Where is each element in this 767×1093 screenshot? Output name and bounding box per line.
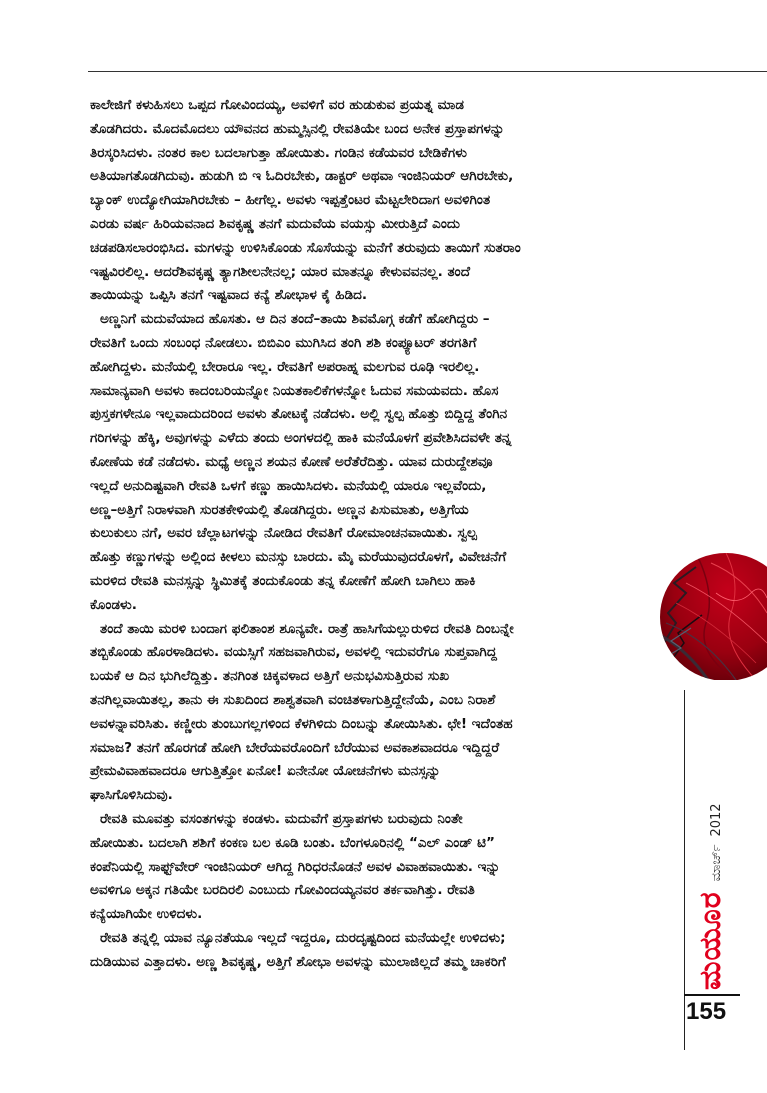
article-line: ಎರಡು ವರ್ಷ ಹಿರಿಯವನಾದ ಶಿವಕೃಷ್ಣ ತನಗೆ ಮದುವೆಯ ವಯಸ್ಸು ಮೀರುತ್ತಿದೆ ಎಂದು [90, 216, 460, 232]
article-line: ತೊಡಗಿದರು. ಮೊದಮೊದಲು ಯೌವನದ ಹುಮ್ಮಸ್ಸಿನಲ್ಲಿ ರೇವತಿಯೇ ಬಂದ ಅನೇಕ ಪ್ರಸ್ತಾಪಗಳನ್ನು [90, 120, 505, 137]
issue-month: ಮಾರ್ಚ್ [709, 844, 724, 882]
article-line: ತನಗಿಲ್ಲವಾಯಿತಲ್ಲ, ತಾನು ಈ ಸುಖದಿಂದ ಶಾಶ್ವತವಾಗಿ ವಂಚಿತಳಾಗುತ್ತಿದ್ದೇನೆಯೆ, ಎಂಬ ನಿರಾಶೆ [90, 692, 496, 708]
article-line: ರೇವತಿ ತನ್ನಲ್ಲಿ ಯಾವ ನ್ಯೂನತೆಯೂ ಇಲ್ಲದೆ ಇದ್ದರೂ, ದುರದೃಷ್ಟದಿಂದ ಮನೆಯಲ್ಲೇ ಉಳಿದಳು; [100, 930, 506, 946]
article-line: ಅತಿಯಾಗತೊಡಗಿದುವು. ಹುಡುಗಿ ಬಿ ಇ ಓದಿರಬೇಕು, ಡಾಕ್ಟರ್ ಅಥವಾ ಇಂಜಿನಿಯರ್ ಆಗಿರಬೇಕು, [90, 168, 514, 185]
article-line: ತಾಯಿಯನ್ನು ಒಪ್ಪಿಸಿ ತನಗೆ ಇಷ್ಟವಾದ ಕನ್ಯೆ ಶೋಭಾಳ ಕೈ ಹಿಡಿದ. [90, 287, 368, 304]
article-line: ಘಾಸಿಗೊಳಿಸಿದುವು. [90, 787, 173, 804]
article-line: ತಂದೆ ತಾಯಿ ಮರಳಿ ಬಂದಾಗ ಫಲಿತಾಂಶ ಶೂನ್ಯವೇ. ರಾತ್ರೆ ಹಾಸಿಗೆಯಲ್ಲುರುಳಿದ ರೇವತಿ ದಿಂಬನ್ನೇ [100, 620, 514, 637]
article-line: ಅಣ್ಣನಿಗೆ ಮದುವೆಯಾದ ಹೊಸತು. ಆ ದಿನ ತಂದೆ–ತಾಯಿ ಶಿವಮೊಗ್ಗ ಕಡೆಗೆ ಹೋಗಿದ್ದರು – [100, 311, 490, 328]
article-line: ತಿರಸ್ಕರಿಸಿದಳು. ನಂತರ ಕಾಲ ಬದಲಾಗುತ್ತಾ ಹೋಯಿತು. ಗಂಡಿನ ಕಡೆಯವರ ಬೇಡಿಕೆಗಳು [90, 144, 467, 161]
article-line: ಕಾಲೇಜಿಗೆ ಕಳುಹಿಸಲು ಒಪ್ಪದ ಗೋವಿಂದಯ್ಯ, ಅವಳಿಗೆ ವರ ಹುಡುಕುವ ಪ್ರಯತ್ನ ಮಾಡ [90, 97, 465, 113]
article-line: ಇಷ್ಟವಿರಲಿಲ್ಲ. ಆದರೆಶಿವಕೃಷ್ಣ ತ್ಯಾಗಶೀಲನೇನಲ್ಲ; ಯಾರ ಮಾತನ್ನೂ ಕೇಳುವವನಲ್ಲ. ತಂದೆ [90, 263, 471, 280]
article-line: ಕನ್ಯೆಯಾಗಿಯೇ ಉಳಿದಳು. [90, 906, 203, 923]
article-line: ಕುಲುಕುಲು ನಗೆ, ಅವರ ಚೆಲ್ಲಾಟಗಳನ್ನು ನೋಡಿದ ರೇವತಿಗೆ ರೋಮಾಂಚನವಾಯಿತು. ಸ್ವಲ್ಪ [90, 525, 477, 542]
article-line: ಬ್ಯಾಂಕ್ ಉದ್ಯೋಗಿಯಾಗಿರಬೇಕು – ಹೀಗೆಲ್ಲ. ಅವಳು ಇಪ್ಪತ್ತೆಂಟರ ಮೆಟ್ಟಲೇರಿದಾಗ ಅವಳಿಗಿಂತ [90, 192, 491, 209]
article-line: ಅವಳನ್ನಾವರಿಸಿತು. ಕಣ್ಣೀರು ತುಂಬುಗಲ್ಲಗಳಿಂದ ಕೆಳಗಿಳಿದು ದಿಂಬನ್ನು ತೋಯಿಸಿತು. ಛೇ! ಇದೆಂತಹ [90, 715, 513, 732]
article-line: ಸಮಾಜ? ತನಗೆ ಹೊರಗಡೆ ಹೋಗಿ ಬೇರೆಯವರೊಂದಿಗೆ ಬೆರೆಯುವ ಅವಕಾಶವಾದರೂ ಇದ್ದಿದ್ದರೆ [90, 739, 500, 756]
red-abstract-figure-illustration [656, 553, 767, 680]
magazine-name: ಮಯೂರ [693, 891, 728, 990]
sidebar-rule [684, 690, 685, 1050]
article-line: ದುಡಿಯುವ ಎತ್ತಾದಳು. ಅಣ್ಣ ಶಿವಕೃಷ್ಣ, ಅತ್ತಿಗೆ ಶೋಭಾ ಅವಳನ್ನು ಮುಲಾಜಿಲ್ಲದೆ ತಮ್ಮ ಚಾಕರಿಗೆ [90, 953, 506, 970]
article-line: ಪುಸ್ತಕಗಳೇನೂ ಇಲ್ಲವಾದುದರಿಂದ ಅವಳು ತೋಟಕ್ಕೆ ನಡೆದಳು. ಅಲ್ಲಿ ಸ್ವಲ್ಪ ಹೊತ್ತು ಬಿದ್ದಿದ್ದ ತೆಂಗಿನ [90, 406, 508, 423]
article-line: ಚಡಪಡಿಸಲಾರಂಭಿಸಿದ. ಮಗಳನ್ನು ಉಳಿಸಿಕೊಂಡು ಸೊಸೆಯನ್ನು ಮನೆಗೆ ತರುವುದು ತಾಯಿಗೆ ಸುತರಾಂ [90, 239, 521, 256]
article-line: ಪ್ರೇಮವಿವಾಹವಾದರೂ ಆಗುತ್ತಿತ್ತೋ ಏನೋ! ಏನೇನೋ ಯೋಚನೆಗಳು ಮನಸ್ಸನ್ನು [90, 763, 441, 780]
article-line: ತಬ್ಬಿಕೊಂಡು ಹೊರಳಾಡಿದಳು. ವಯಸ್ಸಿಗೆ ಸಹಜವಾಗಿರುವ, ಅವಳಲ್ಲಿ ಇದುವರೆಗೂ ಸುಪ್ತವಾಗಿದ್ದ [90, 644, 497, 661]
article-line: ಕೊಂಡಳು. [90, 596, 137, 613]
article-line: ಸಾಮಾನ್ಯವಾಗಿ ಅವಳು ಕಾದಂಬರಿಯನ್ನೋ ನಿಯತಕಾಲಿಕೆಗಳನ್ನೋ ಓದುವ ಸಮಯವದು. ಹೊಸ [90, 382, 499, 399]
article-line: ಹೋಯಿತು. ಬದಲಾಗಿ ಶಶಿಗೆ ಕಂಕಣ ಬಲ ಕೂಡಿ ಬಂತು. ಬೆಂಗಳೂರಿನಲ್ಲಿ “ಎಲ್ ಎಂಡ್ ಟಿ” [90, 834, 495, 851]
article-line: ಅವಳಿಗೂ ಅಕ್ಕನ ಗತಿಯೇ ಬರದಿರಲಿ ಎಂಬುದು ಗೋವಿಂದಯ್ಯನವರ ತರ್ಕವಾಗಿತ್ತು. ರೇವತಿ [90, 882, 475, 899]
article-line: ಬಯಕೆ ಆ ದಿನ ಭುಗಿಲೆದ್ದಿತ್ತು. ತನಗಿಂತ ಚಿಕ್ಕವಳಾದ ಅತ್ತಿಗೆ ಅನುಭವಿಸುತ್ತಿರುವ ಸುಖ [90, 668, 450, 685]
article-line: ಹೋಗಿದ್ದಳು. ಮನೆಯಲ್ಲಿ ಬೇರಾರೂ ಇಲ್ಲ. ರೇವತಿಗೆ ಅಪರಾಹ್ನ ಮಲಗುವ ರೂಢಿ ಇರಲಿಲ್ಲ. [90, 358, 480, 375]
article-line: ಇಲ್ಲದೆ ಅನುದಿಷ್ಟವಾಗಿ ರೇವತಿ ಒಳಗೆ ಕಣ್ಣು ಹಾಯಿಸಿದಳು. ಮನೆಯಲ್ಲಿ ಯಾರೂ ಇಲ್ಲವೆಂದು, [90, 477, 487, 494]
article-line: ಗರಿಗಳನ್ನು ಹೆಕ್ಕಿ, ಅವುಗಳನ್ನು ಎಳೆದು ತಂದು ಅಂಗಳದಲ್ಲಿ ಹಾಕಿ ಮನೆಯೊಳಗೆ ಪ್ರವೇಶಿಸಿದವಳೇ ತನ್ನ [90, 430, 512, 447]
article-line: ಕೋಣೆಯ ಕಡೆ ನಡೆದಳು. ಮಧ್ಯೆ ಅಣ್ಣನ ಶಯನ ಕೋಣೆ ಅರೆತೆರೆದಿತ್ತು. ಯಾವ ದುರುದ್ದೇಶವೂ [90, 454, 493, 470]
article-line: ಅಣ್ಣ–ಅತ್ತಿಗೆ ನಿರಾಳವಾಗಿ ಸುರತಕೇಳಿಯಲ್ಲಿ ತೊಡಗಿದ್ದರು. ಅಣ್ಣನ ಪಿಸುಮಾತು, ಅತ್ತಿಗೆಯ [90, 501, 469, 518]
page-number-rule [684, 994, 740, 996]
article-line: ಮರಳಿದ ರೇವತಿ ಮನಸ್ಸನ್ನು ಸ್ಥಿಮಿತಕ್ಕೆ ತಂದುಕೊಂಡು ತನ್ನ ಕೋಣೆಗೆ ಹೋಗಿ ಬಾಗಿಲು ಹಾಕಿ [90, 573, 476, 589]
magazine-masthead [693, 803, 728, 990]
article-line: ಕಂಪೆನಿಯಲ್ಲಿ ಸಾಫ್ಟ್‌ವೇರ್ ಇಂಜಿನಿಯರ್ ಆಗಿದ್ದ ಗಿರಿಧರನೊಡನೆ ಅವಳ ವಿವಾಹವಾಯಿತು. ಇನ್ನು [90, 858, 501, 875]
issue-year: 2012 [709, 803, 724, 837]
article-line: ಹೊತ್ತು ಕಣ್ಣುಗಳನ್ನು ಅಲ್ಲಿಂದ ಕೀಳಲು ಮನಸ್ಸು ಬಾರದು. ಮೈ ಮರೆಯುವುದರೊಳಗೆ, ವಿವೇಚನೆಗೆ [90, 549, 507, 566]
header-rule [88, 71, 767, 72]
article-line: ರೇವತಿಗೆ ಒಂದು ಸಂಬಂಧ ನೋಡಲು. ಬಿಬಿಎಂ ಮುಗಿಸಿದ ತಂಗಿ ಶಶಿ ಕಂಪ್ಯೂಟರ್ ತರಗತಿಗೆ [90, 335, 477, 351]
article-line: ರೇವತಿ ಮೂವತ್ತು ವಸಂತಗಳನ್ನು ಕಂಡಳು. ಮದುವೆಗೆ ಪ್ರಸ್ತಾಪಗಳು ಬರುವುದು ನಿಂತೇ [100, 811, 463, 827]
page-number: 155 [686, 998, 727, 1025]
